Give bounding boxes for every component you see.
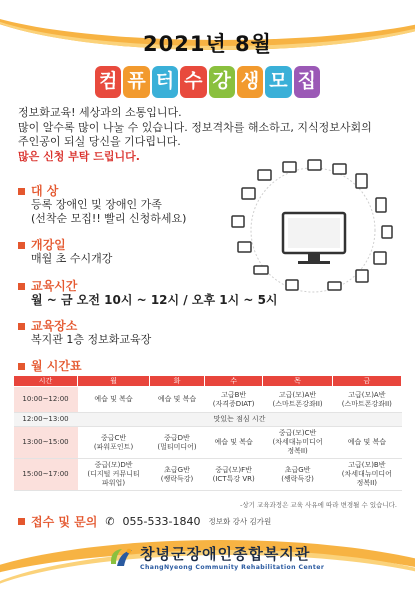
banner-letter: 컴	[95, 66, 121, 98]
intro-line: 정보화교육! 세상과의 소통입니다.	[18, 106, 182, 119]
table-row	[14, 413, 402, 427]
section-title: 대 상	[31, 184, 59, 198]
table-row	[14, 387, 402, 413]
timetable	[13, 375, 402, 491]
banner-letter: 터	[152, 66, 178, 98]
section-title: 교육시간	[31, 279, 78, 293]
bullet-square-icon	[18, 188, 25, 195]
timetable-time-cell: 10:00~12:00	[14, 387, 78, 413]
section-start-date	[18, 238, 112, 266]
section-title: 개강일	[31, 238, 66, 252]
timetable-cell: 고급(모)A반 (스마트폰강좌II)	[332, 387, 401, 413]
section-text: 매월 초 수시개강	[31, 252, 113, 265]
timetable-header: 수	[204, 376, 263, 387]
banner-letter: 생	[237, 66, 263, 98]
page-title: 2021년 8월	[143, 32, 272, 56]
schedule-note: -상기 교육과정은 교육 사유에 따라 변경될 수 있습니다.	[239, 501, 397, 509]
organization-logo	[108, 543, 324, 571]
timetable-header: 목	[263, 376, 332, 387]
section-text: (선착순 모집!! 빨리 신청하세요)	[31, 212, 187, 225]
section-text: 월 ~ 금 오전 10시 ~ 12시 / 오후 1시 ~ 5시	[31, 293, 278, 307]
bullet-square-icon	[18, 518, 25, 525]
timetable-header: 금	[332, 376, 401, 387]
organization-name-english: ChangNyeong Community Rehabilitation Center	[140, 564, 325, 571]
timetable-cell: 중급D반 (멀티미디어)	[150, 427, 205, 459]
organization-name: 창녕군장애인종합복지관	[140, 545, 311, 563]
timetable-time-cell: 12:00~13:00	[14, 413, 78, 427]
timetable-cell: 중급(모)C반 (차세대뉴미디어 정복II)	[263, 427, 332, 459]
bullet-square-icon	[18, 283, 25, 290]
timetable-cell: 중급(모)D반 (디지털 커뮤니티 파워업)	[78, 459, 150, 491]
contact-phone[interactable]: 055-533-1840	[122, 515, 201, 528]
section-target	[18, 184, 186, 226]
recruitment-banner	[70, 66, 345, 98]
timetable-header: 시간	[14, 376, 78, 387]
bullet-square-icon	[18, 323, 25, 330]
devices-ring-icon	[228, 158, 398, 303]
section-text: 등록 장애인 및 장애인 가족	[31, 198, 162, 211]
contact-row	[18, 513, 271, 530]
section-text: 복지관 1층 정보화교육장	[31, 333, 152, 346]
timetable-header: 월	[78, 376, 150, 387]
timetable-cell: 고급(모)A반 (스마트폰강좌II)	[263, 387, 332, 413]
organization-logo-icon	[108, 546, 134, 568]
bullet-square-icon	[18, 363, 25, 370]
timetable-cell: 고급(모)B반 (차세대뉴미디어 정복II)	[332, 459, 401, 491]
section-title: 교육장소	[31, 319, 78, 333]
timetable-cell: 초급G반 (쌩락득강)	[263, 459, 332, 491]
timetable-cell: 맛있는 점심 시간	[78, 413, 402, 427]
timetable-cell: 예습 및 복습	[78, 387, 150, 413]
intro-line: 많이 알수록 많이 나눌 수 있습니다. 정보격차를 해소하고, 지식정보사회의	[18, 120, 372, 134]
intro-highlight: 많은 신청 부탁 드립니다.	[18, 149, 140, 163]
banner-letter: 수	[180, 66, 206, 98]
timetable-cell: 초급G반 (쌩락득강)	[150, 459, 205, 491]
banner-letter: 퓨	[123, 66, 149, 98]
timetable-cell: 예습 및 복습	[150, 387, 205, 413]
banner-letter: 집	[294, 66, 320, 98]
timetable-cell: 고급B반 (자격증DIAT)	[204, 387, 263, 413]
section-place	[18, 319, 151, 347]
timetable-cell: 중급(모)F반 (ICT특강 VR)	[204, 459, 263, 491]
banner-letter: 모	[265, 66, 291, 98]
timetable-cell: 예습 및 복습	[332, 427, 401, 459]
timetable-header: 화	[150, 376, 205, 387]
timetable-cell: 중급C반 (파워포인트)	[78, 427, 150, 459]
section-schedule	[18, 359, 82, 373]
contact-person: 정보화 강사 김가원	[208, 517, 272, 526]
phone-icon: ✆	[105, 515, 115, 528]
table-row	[14, 459, 402, 491]
timetable-cell: 예습 및 복습	[204, 427, 263, 459]
bullet-square-icon	[18, 242, 25, 249]
timetable-time-cell: 13:00~15:00	[14, 427, 78, 459]
section-title: 접수 및 문의	[31, 515, 98, 529]
section-title: 월 시간표	[31, 359, 82, 373]
intro-line: 주인공이 되실 당신을 기다립니다.	[18, 135, 181, 148]
table-row	[14, 427, 402, 459]
computer-devices-illustration	[228, 158, 398, 303]
banner-letter: 강	[209, 66, 235, 98]
timetable-time-cell: 15:00~17:00	[14, 459, 78, 491]
intro-text	[18, 106, 408, 164]
